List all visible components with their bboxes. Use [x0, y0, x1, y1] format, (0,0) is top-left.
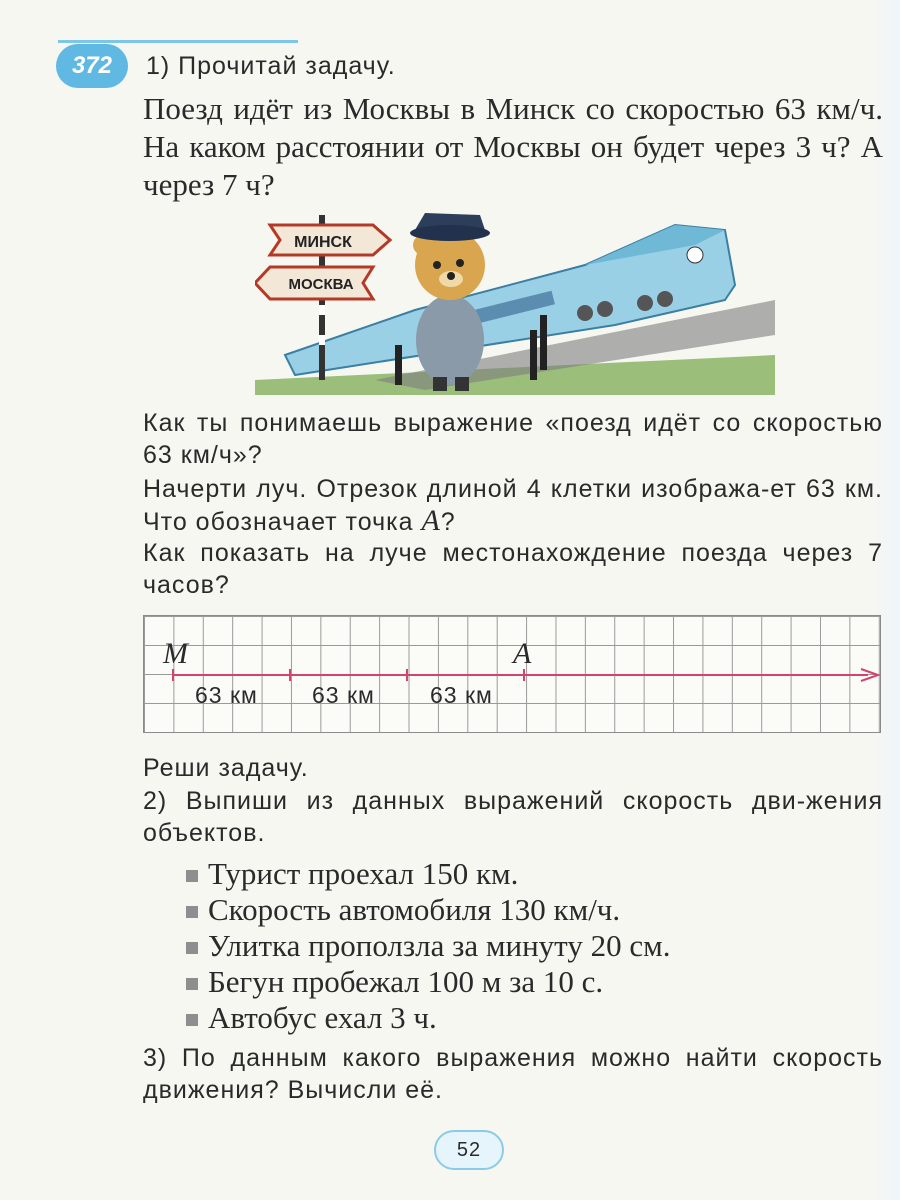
segment-label-1: 63 км	[195, 682, 258, 708]
list-item: Скорость автомобиля 130 км/ч.	[186, 892, 670, 928]
list-item: Автобус ехал 3 ч.	[186, 1000, 670, 1036]
segment-label-2: 63 км	[312, 682, 375, 708]
expressions-list	[186, 856, 670, 1036]
problem-text: Поезд идёт из Москвы в Минск со скоростью 63 км/ч. На каком расстоянии от Москвы он будет через 3 ч? А через 7 ч?	[143, 91, 883, 202]
list-item: Турист проехал 150 км.	[186, 856, 670, 892]
question-draw-ray	[143, 473, 883, 538]
part1-heading: 1) Прочитай задачу.	[146, 52, 396, 80]
list-item: Улитка проползла за минуту 20 см.	[186, 928, 670, 964]
part3-heading: 3) По данным какого выражения можно найти скорость движения? Вычисли её.	[143, 1044, 883, 1104]
segment-label-3: 63 км	[430, 682, 493, 708]
part2-heading: 2) Выпиши из данных выражений скорость дви-жения объектов.	[143, 787, 883, 847]
question-draw-ray-text: Начерти луч. Отрезок длиной 4 клетки изобража-ет 63 км. Что обозначает точка	[143, 475, 883, 536]
question-show-location: Как показать на луче местонахождение поезда через 7 часов?	[143, 539, 883, 599]
task-number-badge: 372	[56, 44, 128, 88]
sign-minsk: МИНСК	[294, 234, 352, 251]
ray-label-m: M	[163, 637, 188, 670]
sign-moscow: МОСКВА	[288, 276, 354, 293]
number-ray	[143, 615, 883, 731]
page-number: 52	[434, 1130, 504, 1170]
ray-label-a: A	[513, 637, 532, 670]
list-item: Бегун пробежал 100 м за 10 с.	[186, 964, 670, 1000]
question-mark: ?	[440, 508, 456, 536]
train-illustration	[255, 205, 775, 395]
solve-heading: Реши задачу.	[143, 754, 309, 782]
header-line	[58, 40, 298, 43]
point-a-ref: A	[421, 504, 441, 537]
question-speed-meaning: Как ты понимаешь выражение «поезд идёт со скоростью 63 км/ч»?	[143, 409, 883, 469]
